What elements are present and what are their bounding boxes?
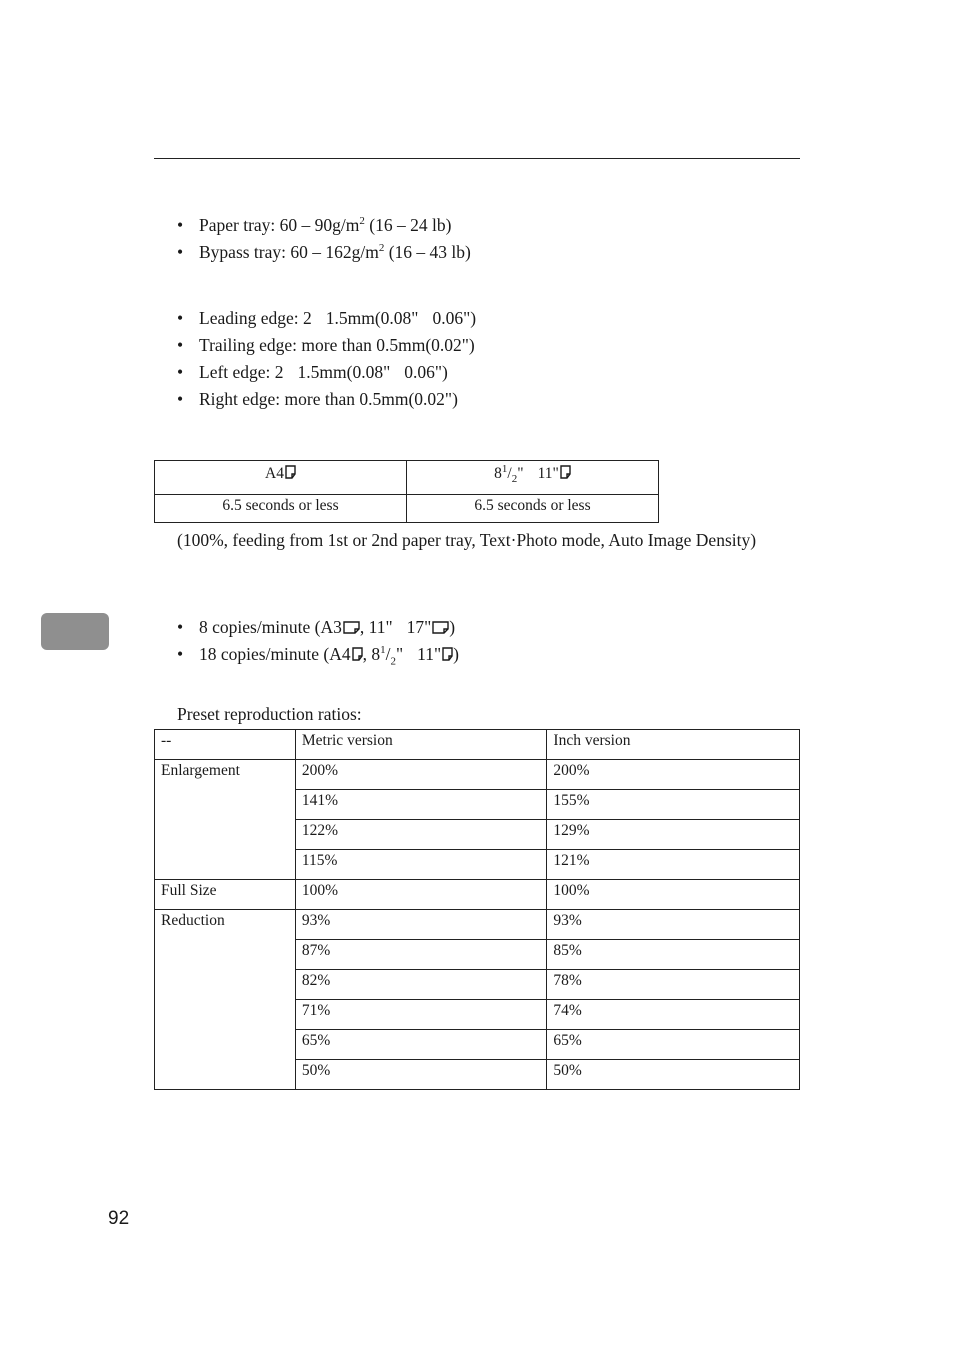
table-header-cell: -- <box>155 730 296 760</box>
table-cell: 122% <box>295 820 547 850</box>
list-item: • Paper tray: $60 - 90g/m^2$ (16 – 24 lb) <box>177 215 452 235</box>
paper-weight-list <box>177 212 471 266</box>
reproduction-ratio-table <box>154 729 800 1090</box>
paper-landscape-icon <box>432 621 449 634</box>
margin-list <box>177 305 476 413</box>
table-cell: 121% <box>547 850 800 880</box>
table-header-cell: Metric version <box>295 730 547 760</box>
table-cell: 129% <box>547 820 800 850</box>
paper-portrait-icon <box>560 465 571 479</box>
table-row <box>155 730 800 760</box>
page-number: 92 <box>108 1208 130 1229</box>
ratio-caption: Preset reproduction ratios: <box>177 704 362 724</box>
table-cell: 74% <box>547 1000 800 1030</box>
table-cell: 6.5 seconds or less <box>155 495 407 523</box>
table-header-cell: $8^1/_2$" 11" <box>407 461 659 495</box>
table-row <box>155 910 800 940</box>
table-cell: 93% <box>547 910 800 940</box>
table-cell: 155% <box>547 790 800 820</box>
list-item: • Left edge: 2 1.5mm(0.08" 0.06") <box>177 362 448 382</box>
table-header-cell: Inch version <box>547 730 800 760</box>
table-cell: 65% <box>295 1030 547 1060</box>
table-cell: 50% <box>547 1060 800 1090</box>
table-cell: 71% <box>295 1000 547 1030</box>
table-cell: 85% <box>547 940 800 970</box>
first-copy-note: (100%, feeding from 1st or 2nd paper tray, Text·Photo mode, Auto Image Density) <box>177 530 757 550</box>
table-cell: 87% <box>295 940 547 970</box>
table-cell: 93% <box>295 910 547 940</box>
paper-portrait-icon <box>352 647 363 661</box>
table-cell: 100% <box>547 880 800 910</box>
group-label: Enlargement <box>155 760 296 880</box>
list-item: • Bypass tray: $60 - 162g/m^2$ (16 – 43 lb) <box>177 242 471 262</box>
table-cell: 82% <box>295 970 547 1000</box>
list-item: • Right edge: more than 0.5mm(0.02") <box>177 389 458 409</box>
paper-portrait-icon <box>442 647 453 661</box>
table-cell: 78% <box>547 970 800 1000</box>
table-header-cell: A4 <box>155 461 407 495</box>
header-rule <box>154 158 800 159</box>
table-row <box>155 880 800 910</box>
paper-landscape-icon <box>343 621 360 634</box>
list-item: • Trailing edge: more than 0.5mm(0.02") <box>177 335 475 355</box>
paper-portrait-icon <box>285 465 296 479</box>
table-cell: 115% <box>295 850 547 880</box>
table-cell: 50% <box>295 1060 547 1090</box>
copy-speed-list <box>177 614 459 668</box>
group-label: Reduction <box>155 910 296 1090</box>
table-cell: 6.5 seconds or less <box>407 495 659 523</box>
table-cell: 65% <box>547 1030 800 1060</box>
chapter-tab <box>41 613 109 650</box>
list-item: • 8 copies/minute (A3 , 11" 17" ) <box>177 617 456 637</box>
table-row <box>155 760 800 790</box>
table-cell: 141% <box>295 790 547 820</box>
table-cell: 200% <box>295 760 547 790</box>
group-label: Full Size <box>155 880 296 910</box>
list-item: • 18 copies/minute (A4 , $8^1/_2$" 11" ) <box>177 644 459 668</box>
table-cell: 200% <box>547 760 800 790</box>
first-copy-time-table <box>154 460 659 523</box>
list-item: • Leading edge: 2 1.5mm(0.08" 0.06") <box>177 308 477 328</box>
table-cell: 100% <box>295 880 547 910</box>
